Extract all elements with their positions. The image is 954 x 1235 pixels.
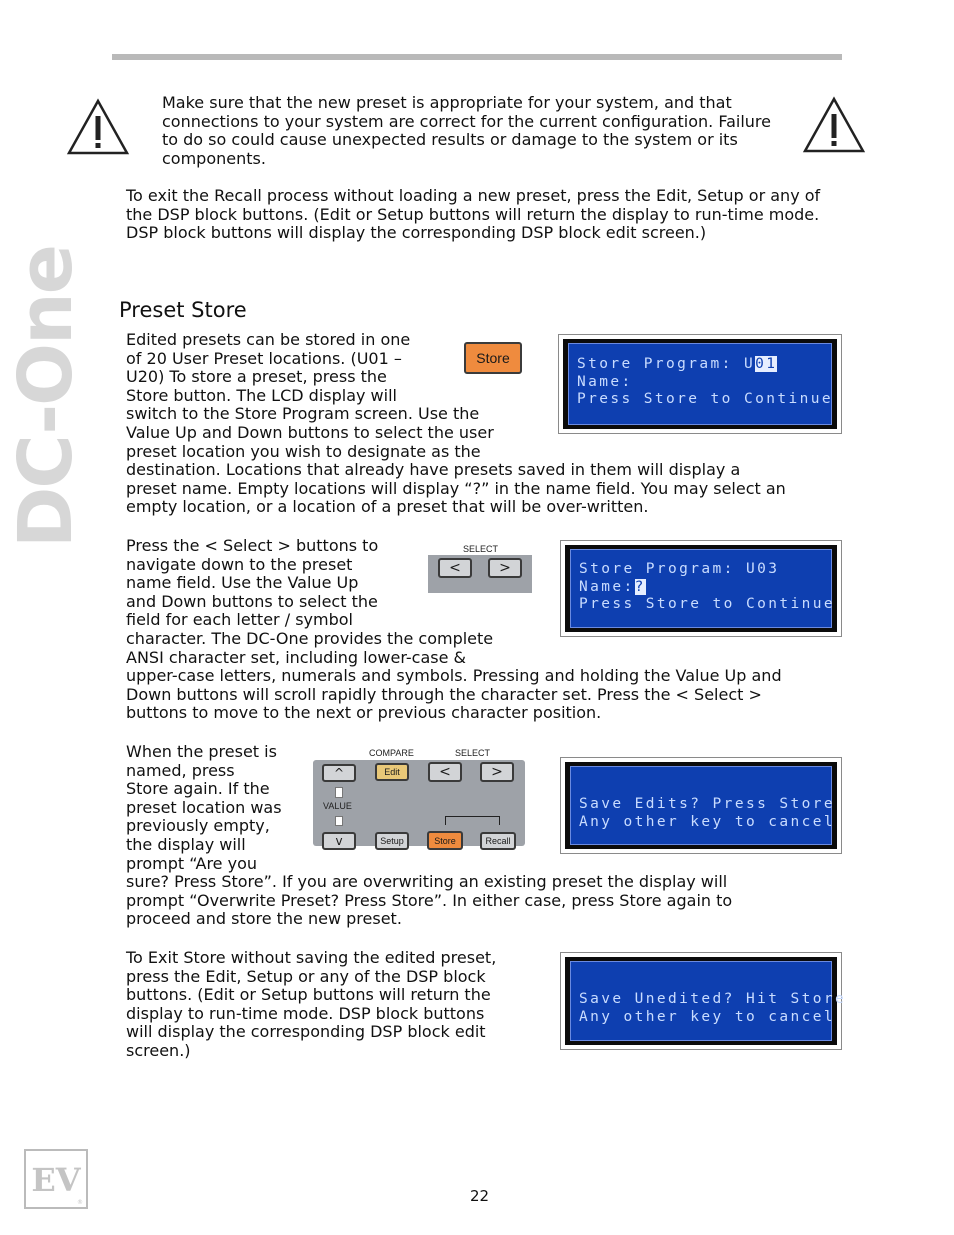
text-line: preset location was (126, 797, 282, 817)
text-line: of 20 User Preset locations. (U01 – (126, 348, 402, 368)
text-line: Edited presets can be stored in one (126, 330, 411, 349)
text-line: sure? Press Store”. If you are overwriting an existing preset the display will (126, 872, 728, 892)
lcd-line: Name: (579, 578, 635, 595)
text-line: press the Edit, Setup or any of the DSP block (126, 966, 486, 986)
text-line: proceed and store the new preset. (126, 909, 402, 929)
select-label: SELECT (463, 544, 499, 554)
text-line: the display will (126, 834, 246, 854)
side-product-logo: DC-One (3, 246, 89, 548)
store-recall-bracket (445, 816, 500, 825)
text-line: When the preset is (126, 742, 277, 761)
text-line: previously empty, (126, 816, 270, 836)
edit-button: Edit (375, 763, 409, 781)
lcd-line: Press Store to Continue (577, 391, 833, 408)
select-right-button: > (488, 558, 522, 578)
setup-button: Setup (375, 832, 409, 850)
lcd-line: Store Program: U (577, 356, 756, 372)
text-line: U20) To store a preset, press the (126, 367, 387, 387)
text-line: character. The DC-One provides the complete (126, 628, 494, 648)
text-line: destination. Locations that already have presets saved in them will display a (126, 460, 741, 480)
text-line: Press the < Select > buttons to (126, 536, 379, 555)
store-button-illustration: Store (464, 342, 522, 374)
section-title: Preset Store (119, 298, 247, 322)
text-line: switch to the Store Program screen. Use the (126, 404, 480, 424)
warning-left-icon (66, 98, 130, 156)
warning-right-icon (802, 96, 866, 154)
text-line: field for each letter / symbol (126, 610, 353, 630)
lcd-line: Save Edits? Press Store (579, 796, 835, 812)
value-down-button: v (322, 832, 356, 850)
text-line: display to run-time mode. DSP block buttons (126, 1003, 485, 1023)
text-line: screen.) (126, 1040, 191, 1060)
text-line: name field. Use the Value Up (126, 573, 359, 593)
value-led-top (335, 787, 343, 798)
lcd-store-name (560, 540, 842, 637)
text-line: buttons to move to the next or previous character position. (126, 703, 602, 723)
text-line: named, press (126, 760, 235, 780)
text-line: empty location, or a location of a preset that will be over-written. (126, 497, 649, 517)
text-line: and Down buttons to select the (126, 591, 378, 611)
text-line: preset name. Empty locations will display “?” in the name field. You may select an (126, 478, 786, 498)
text-line: ANSI character set, including lower-case & (126, 647, 466, 667)
ev-logo (24, 1149, 88, 1209)
lcd-line: Any other key to cancel (579, 813, 835, 830)
text-line: To Exit Store without saving the edited preset, (126, 948, 497, 967)
text-line: buttons. (Edit or Setup buttons will return the (126, 985, 491, 1005)
store-button: Store (427, 831, 463, 850)
text-line: prompt “Are you (126, 853, 257, 873)
warning-text: Make sure that the new preset is appropriate for your system, and that connections to your system are correct for the current configuration. Failure to do so could cause unexpected results or damage to the system or its components. (162, 93, 771, 168)
lcd-line: Store Program: U03 (579, 561, 780, 577)
lcd-cursor-highlight: ? (634, 578, 646, 595)
lcd-save-unedited (560, 952, 847, 1050)
compare-label: COMPARE (369, 748, 414, 758)
value-up-button: ^ (322, 764, 356, 782)
text-line: Store button. The LCD display will (126, 385, 397, 405)
ev-logo-text: EV (31, 1161, 81, 1199)
lcd-save-edits (560, 757, 842, 854)
lcd-cursor-highlight: 01 (755, 356, 778, 372)
lcd-line: Save Unedited? Hit Store (579, 991, 847, 1007)
value-led-bottom (335, 816, 343, 826)
text-line: will display the corresponding DSP block edit (126, 1022, 486, 1042)
text-line: navigate down to the preset (126, 554, 353, 574)
lcd-line: Name: (577, 373, 633, 390)
lcd-store-program (558, 334, 842, 434)
top-rule (112, 54, 842, 60)
text-line: prompt “Overwrite Preset? Press Store”. In either case, press Store again to (126, 890, 733, 910)
select-left-button: < (428, 762, 462, 782)
recall-button: Recall (480, 832, 516, 850)
select-right-button: > (480, 762, 514, 782)
text-line: preset location you wish to designate as the (126, 441, 481, 461)
value-label: VALUE (323, 801, 352, 811)
svg-text:®: ® (77, 1199, 83, 1206)
text-line: Value Up and Down buttons to select the user (126, 422, 494, 442)
exit-recall-paragraph: To exit the Recall process without loading a new preset, press the Edit, Setup or any of the DSP block buttons. (Edit or Setup buttons will return the display to run-time mode. DSP block buttons will display the corresponding DSP block edit screen.) (126, 186, 821, 243)
text-line: upper-case letters, numerals and symbols. Pressing and holding the Value Up and (126, 666, 782, 686)
select-left-button: < (438, 558, 472, 578)
text-line: Down buttons will scroll rapidly through the character set. Press the < Select > (126, 684, 762, 704)
select-label: SELECT (455, 748, 491, 758)
paragraph-exit-store (126, 949, 546, 1061)
lcd-line: Press Store to Continue (579, 596, 835, 613)
lcd-line: Any other key to cancel (579, 1008, 835, 1025)
page-number: 22 (470, 1187, 490, 1205)
text-line: Store again. If the (126, 779, 270, 799)
